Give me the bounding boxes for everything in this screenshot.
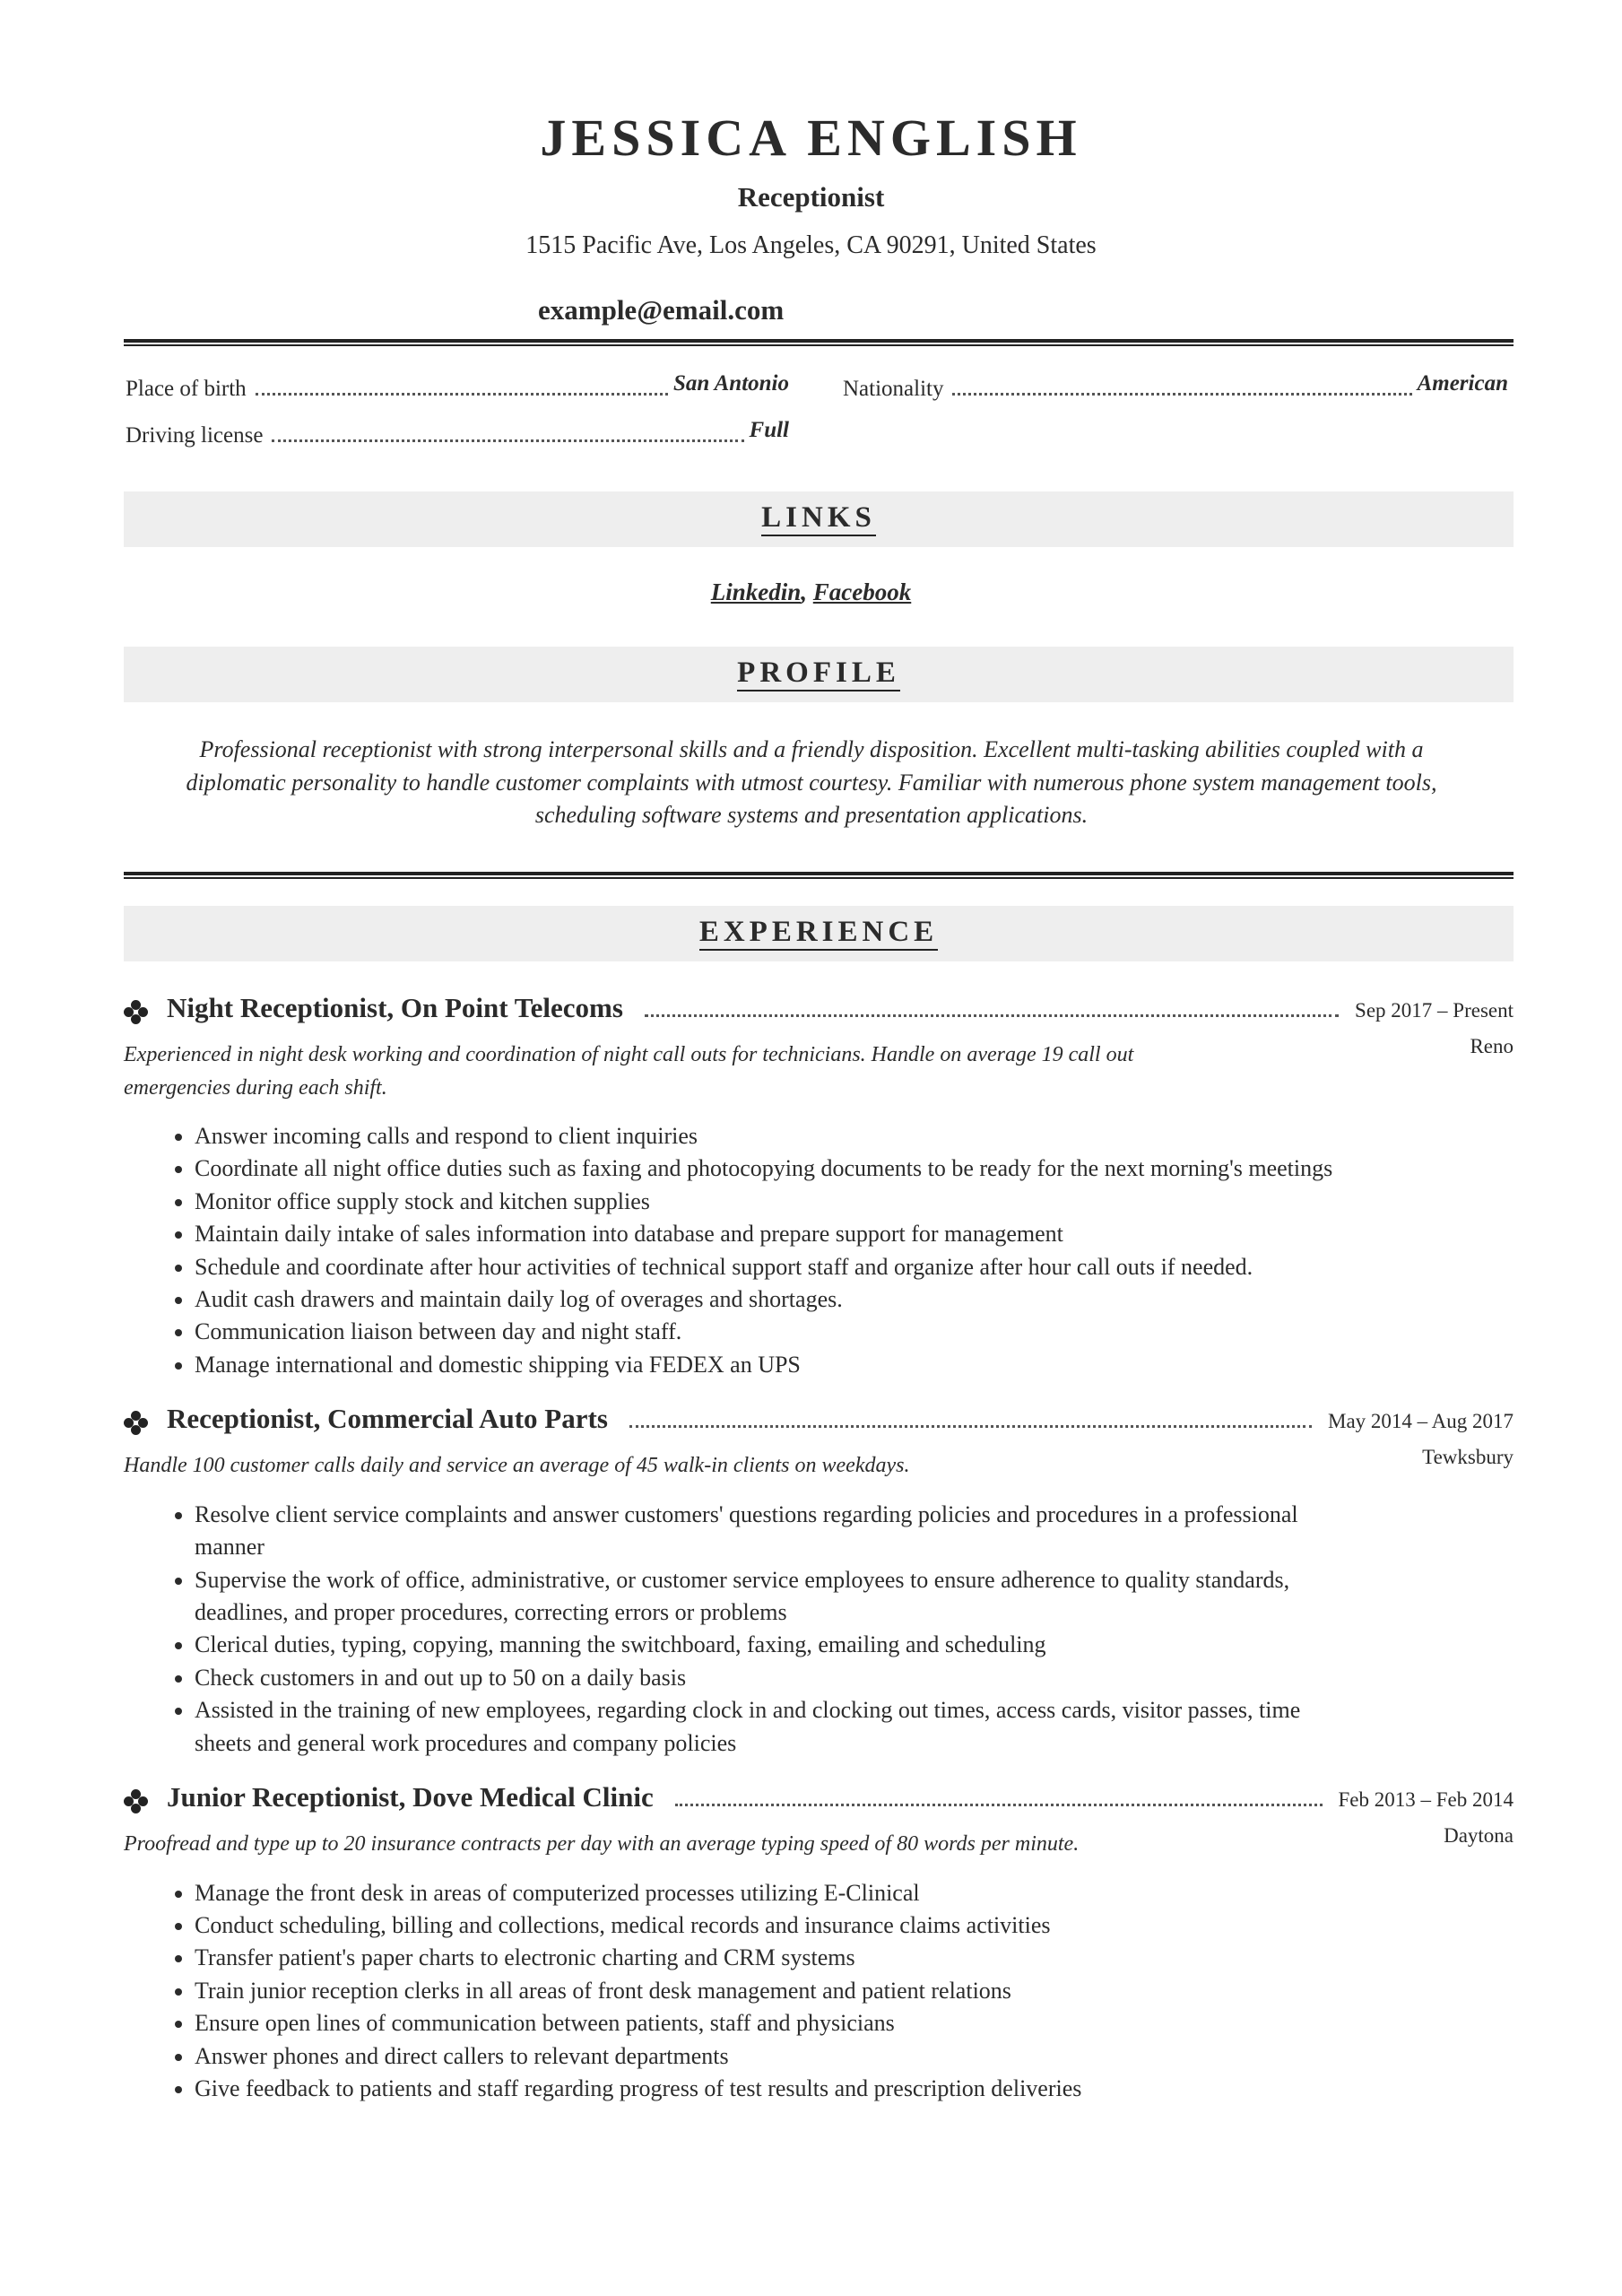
info-value: San Antonio xyxy=(672,371,789,396)
job-bullet: • Maintain daily intake of sales information into database and prepare support for management xyxy=(195,1218,1360,1250)
job-bullet: • Ensure open lines of communication between patients, staff and physicians xyxy=(195,2007,1360,2039)
divider xyxy=(124,872,1514,879)
info-place-of-birth xyxy=(126,371,789,402)
experience-section-header xyxy=(124,906,1514,961)
job-description: Experienced in night desk working and coordination of night call outs for technicians. Handle on average 19 call out emergencies during each shift. xyxy=(124,1043,1134,1100)
job-title: Receptionist, Commercial Auto Parts xyxy=(167,1403,608,1435)
job-description: Handle 100 customer calls daily and service an average of 45 walk-in clients on weekdays. xyxy=(124,1454,910,1478)
job-bullet: • Answer incoming calls and respond to client inquiries xyxy=(195,1120,1360,1152)
job-bullet: • Check customers in and out up to 50 on a daily basis xyxy=(195,1662,1360,1694)
email: example@email.com xyxy=(538,294,785,326)
info-value: Full xyxy=(749,418,789,442)
job-bullet: • Supervise the work of office, administrative, or customer service employees to ensure adherence to quality standards, deadlines, and proper procedures, correcting errors or problems xyxy=(195,1564,1360,1630)
dot-leader xyxy=(675,1804,1323,1806)
link-separator: , xyxy=(801,578,808,605)
divider xyxy=(124,339,1514,346)
links-section-header xyxy=(124,491,1514,547)
linkedin-link[interactable]: Linkedin xyxy=(710,578,802,605)
job-entry xyxy=(124,1781,1514,2105)
job-bullet: • Transfer patient's paper charts to electronic charting and CRM systems xyxy=(195,1942,1360,1974)
job-bullet: • Train junior reception clerks in all areas of front desk management and patient relations xyxy=(195,1975,1360,2007)
job-dates: May 2014 – Aug 2017 xyxy=(1328,1410,1514,1433)
dot-leader xyxy=(272,439,743,442)
experience-list xyxy=(124,992,1514,2126)
job-location: Tewksbury xyxy=(1422,1446,1514,1469)
dot-leader xyxy=(645,1014,1339,1017)
section-heading: PROFILE xyxy=(737,656,900,691)
job-location: Reno xyxy=(1470,1035,1514,1057)
address: 1515 Pacific Ave, Los Angeles, CA 90291, United States xyxy=(525,231,1097,259)
job-location: Daytona xyxy=(1444,1824,1514,1847)
links-list xyxy=(0,578,1622,606)
info-value: American xyxy=(1417,371,1508,396)
job-dates: Sep 2017 – Present xyxy=(1355,999,1514,1022)
job-description: Proofread and type up to 20 insurance contracts per day with an average typing speed of 80 words per minute. xyxy=(124,1832,1080,1856)
info-label: Nationality xyxy=(843,377,944,401)
job-title: Junior Receptionist, Dove Medical Clinic xyxy=(167,1781,654,1813)
section-heading: EXPERIENCE xyxy=(699,915,938,951)
job-bullets xyxy=(124,1877,1360,2106)
dot-leader xyxy=(629,1425,1312,1428)
job-header xyxy=(124,1781,1514,1822)
job-bullet: • Conduct scheduling, billing and collections, medical records and insurance claims activities xyxy=(195,1909,1360,1942)
diamond-bullet-icon xyxy=(124,1789,149,1814)
job-bullet: • Communication liaison between day and night staff. xyxy=(195,1316,1360,1348)
dot-leader xyxy=(952,393,1411,396)
diamond-bullet-icon xyxy=(124,1000,149,1025)
job-header xyxy=(124,992,1514,1033)
job-bullet: • Manage the front desk in areas of computerized processes utilizing E-Clinical xyxy=(195,1877,1360,1909)
facebook-link[interactable]: Facebook xyxy=(812,578,912,605)
profile-section-header xyxy=(124,647,1514,702)
job-bullets xyxy=(124,1120,1360,1381)
job-bullet: • Clerical duties, typing, copying, manning the switchboard, faxing, emailing and scheduling xyxy=(195,1629,1360,1661)
info-nationality xyxy=(843,371,1508,402)
job-header xyxy=(124,1403,1514,1444)
candidate-name: JESSICA ENGLISH xyxy=(540,109,1082,167)
job-bullets xyxy=(124,1499,1360,1760)
job-bullet: • Coordinate all night office duties such as faxing and photocopying documents to be ready for the next morning's meetings xyxy=(195,1152,1360,1185)
job-dates: Feb 2013 – Feb 2014 xyxy=(1338,1788,1514,1811)
job-entry xyxy=(124,992,1514,1381)
job-bullet: • Manage international and domestic shipping via FEDEX an UPS xyxy=(195,1349,1360,1381)
job-bullet: • Answer phones and direct callers to relevant departments xyxy=(195,2040,1360,2073)
job-bullet: • Assisted in the training of new employees, regarding clock in and clocking out times, access cards, visitor passes, time sheets and general work procedures and company policies xyxy=(195,1694,1360,1760)
job-bullet: • Monitor office supply stock and kitchen supplies xyxy=(195,1186,1360,1218)
info-driving-license xyxy=(126,418,789,448)
info-label: Place of birth xyxy=(126,377,247,401)
profile-summary: Professional receptionist with strong interpersonal skills and a friendly disposition. Excellent multi-tasking abilities coupled with a diplomatic personality to handle customer complaints with utmost courtesy. Familiar with numerous phone system management tools, scheduling software systems and presentation applications. xyxy=(186,736,1437,828)
diamond-bullet-icon xyxy=(124,1411,149,1436)
section-heading: LINKS xyxy=(761,500,876,536)
dot-leader xyxy=(256,393,668,396)
job-bullet: • Audit cash drawers and maintain daily log of overages and shortages. xyxy=(195,1283,1360,1316)
job-title: Night Receptionist, On Point Telecoms xyxy=(167,992,623,1023)
job-bullet: • Resolve client service complaints and answer customers' questions regarding policies and procedures in a professional manner xyxy=(195,1499,1360,1564)
job-bullet: • Give feedback to patients and staff regarding progress of test results and prescription deliveries xyxy=(195,2073,1360,2105)
job-bullet: • Schedule and coordinate after hour activities of technical support staff and organize after hour call outs if needed. xyxy=(195,1251,1360,1283)
job-entry xyxy=(124,1403,1514,1760)
job-title: Receptionist xyxy=(737,181,885,213)
info-label: Driving license xyxy=(126,423,264,448)
